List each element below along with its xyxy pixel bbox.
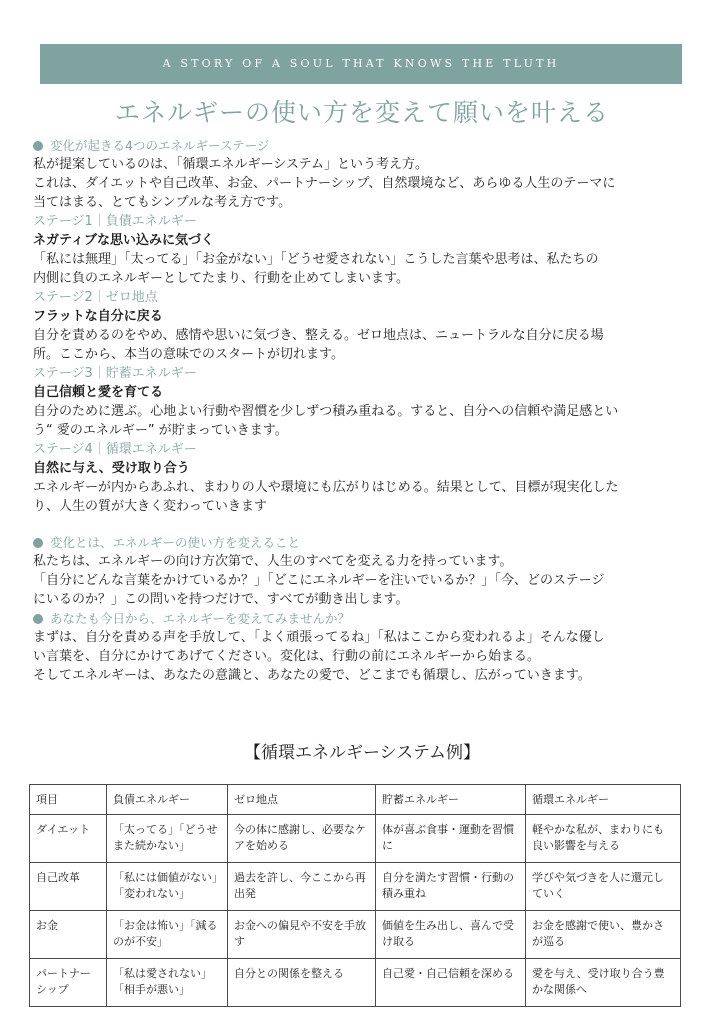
page-title: エネルギーの使い方を変えて願いを叶える — [114, 98, 609, 127]
table-cell: 「太ってる」「どうせまた続かない」 — [107, 815, 228, 863]
stage-text: う“ 愛のエネルギー” が貯まっていきます。 — [33, 423, 288, 438]
table-cell: 軽やかな私が、まわりにも良い影響を与える — [526, 815, 681, 863]
table-header-row — [30, 785, 681, 815]
section-heading-text: 変化とは、エネルギーの使い方を変えること — [50, 535, 301, 550]
table-cell: お金 — [30, 911, 107, 959]
table-cell: 価値を生み出し、喜んで受け取る — [376, 911, 526, 959]
section-heading-today — [33, 609, 693, 628]
table-cell: 「私には価値がない」「変われない」 — [107, 863, 228, 911]
header-cell: 循環エネルギー — [526, 785, 681, 815]
table-cell: 自分との関係を整える — [228, 959, 376, 1007]
table-title: 【循環エネルギーシステム例】 — [244, 743, 480, 763]
table-cell: 「お金は怖い」「減るのが不安」 — [107, 911, 228, 959]
paragraph-line: 「自分にどんな言葉をかけているか？」「どこにエネルギーを注いでいるか？」「今、どのステージ — [33, 573, 605, 588]
bullet-dot-icon — [33, 141, 43, 151]
table-row — [30, 815, 681, 863]
table-cell: お金を感謝で使い、豊かさが巡る — [526, 911, 681, 959]
section-heading-stages — [33, 136, 693, 155]
intro-line: 私が提案しているのは、「循環エネルギーシステム」という考え方。 — [33, 157, 428, 172]
table-cell: 自己改革 — [30, 863, 107, 911]
stage-label: ステージ3｜貯蓄エネルギー — [33, 366, 197, 381]
section-heading-text: 変化が起きる4つのエネルギーステージ — [50, 138, 270, 153]
stage-text: 所。ここから、本当の意味でのスタートが切れます。 — [33, 347, 344, 362]
table-row — [30, 959, 681, 1007]
stage-subtitle: ネガティブな思い込みに気づく — [33, 233, 214, 248]
stage-subtitle: 自己信頼と愛を育てる — [33, 385, 164, 400]
table-row — [30, 911, 681, 959]
table-cell: 学びや気づきを人に還元していく — [526, 863, 681, 911]
paragraph-line: い言葉を、自分にかけてあげてください。変化は、行動の前にエネルギーから始まる。 — [33, 649, 541, 664]
stage-label: ステージ4｜循環エネルギー — [33, 442, 197, 457]
stage-text: 「私には無理」「太ってる」「お金がない」「どうせ愛されない」こうした言葉や思考は、私たちの — [33, 252, 599, 267]
energy-system-table — [29, 784, 681, 1007]
table-cell: 体が喜ぶ食事・運動を習慣に — [376, 815, 526, 863]
table-cell: 自分を満たす習慣・行動の積み重ね — [376, 863, 526, 911]
stage-label: ステージ2｜ゼロ地点 — [33, 290, 158, 305]
section-heading-change — [33, 533, 693, 552]
stage-text: エネルギーが内からあふれ、まわりの人や環境にも広がりはじめる。結果として、目標が現実化した — [33, 480, 619, 495]
paragraph-line: にいるのか？」この問いを持つだけで、すべてが動き出します。 — [33, 592, 409, 607]
article-body — [33, 136, 693, 685]
intro-line: 当てはまる、とてもシンプルな考え方です。 — [33, 195, 292, 210]
paragraph-line: 私たちは、エネルギーの向け方次第で、人生のすべてを変える力を持っています。 — [33, 554, 513, 569]
table-cell: 「私は愛されない」「相手が悪い」 — [107, 959, 228, 1007]
stage-subtitle: 自然に与え、受け取り合う — [33, 461, 190, 476]
stage-text: 自分のために選ぶ。心地よい行動や習慣を少しずつ積み重ねる。すると、自分への信頼や満足感とい — [33, 404, 619, 419]
table-row — [30, 863, 681, 911]
header-cell: ゼロ地点 — [228, 785, 376, 815]
table-cell: 過去を許し、今ここから再出発 — [228, 863, 376, 911]
table-cell: 自己愛・自己信頼を深める — [376, 959, 526, 1007]
table-cell: パートナーシップ — [30, 959, 107, 1007]
stage-text: り、人生の質が大きく変わっていきます — [33, 499, 267, 514]
table-cell: 今の体に感謝し、必要なケアを始める — [228, 815, 376, 863]
table-cell: ダイエット — [30, 815, 107, 863]
stage-text: 内側に負のエネルギーとしてたまり、行動を止めてしまいます。 — [33, 271, 409, 286]
stage-label: ステージ1｜負債エネルギー — [33, 214, 197, 229]
header-cell: 項目 — [30, 785, 107, 815]
header-cell: 負債エネルギー — [107, 785, 228, 815]
bullet-dot-icon — [33, 538, 43, 548]
paragraph-line: まずは、自分を責める声を手放して、「よく頑張ってるね」「私はここから変われるよ」そんな優し — [33, 630, 605, 645]
stage-text: 自分を責めるのをやめ、感情や思いに気づき、整える。ゼロ地点は、ニュートラルな自分に戻る場 — [33, 328, 604, 343]
section-heading-text: あなたも今日から、エネルギーを変えてみませんか？ — [50, 611, 351, 626]
intro-line: これは、ダイエットや自己改革、お金、パートナーシップ、自然環境など、あらゆる人生のテーマに — [33, 176, 616, 191]
paragraph-line: そしてエネルギーは、あなたの意識と、あなたの愛で、どこまでも循環し、広がっていきます。 — [33, 668, 591, 683]
table-cell: お金への偏見や不安を手放す — [228, 911, 376, 959]
table-cell: 愛を与え、受け取り合う豊かな関係へ — [526, 959, 681, 1007]
header-cell: 貯蓄エネルギー — [376, 785, 526, 815]
stage-subtitle: フラットな自分に戻る — [33, 309, 163, 324]
header-banner: A STORY OF A SOUL THAT KNOWS THE TLUTH — [40, 44, 682, 84]
bullet-dot-icon — [33, 614, 43, 624]
